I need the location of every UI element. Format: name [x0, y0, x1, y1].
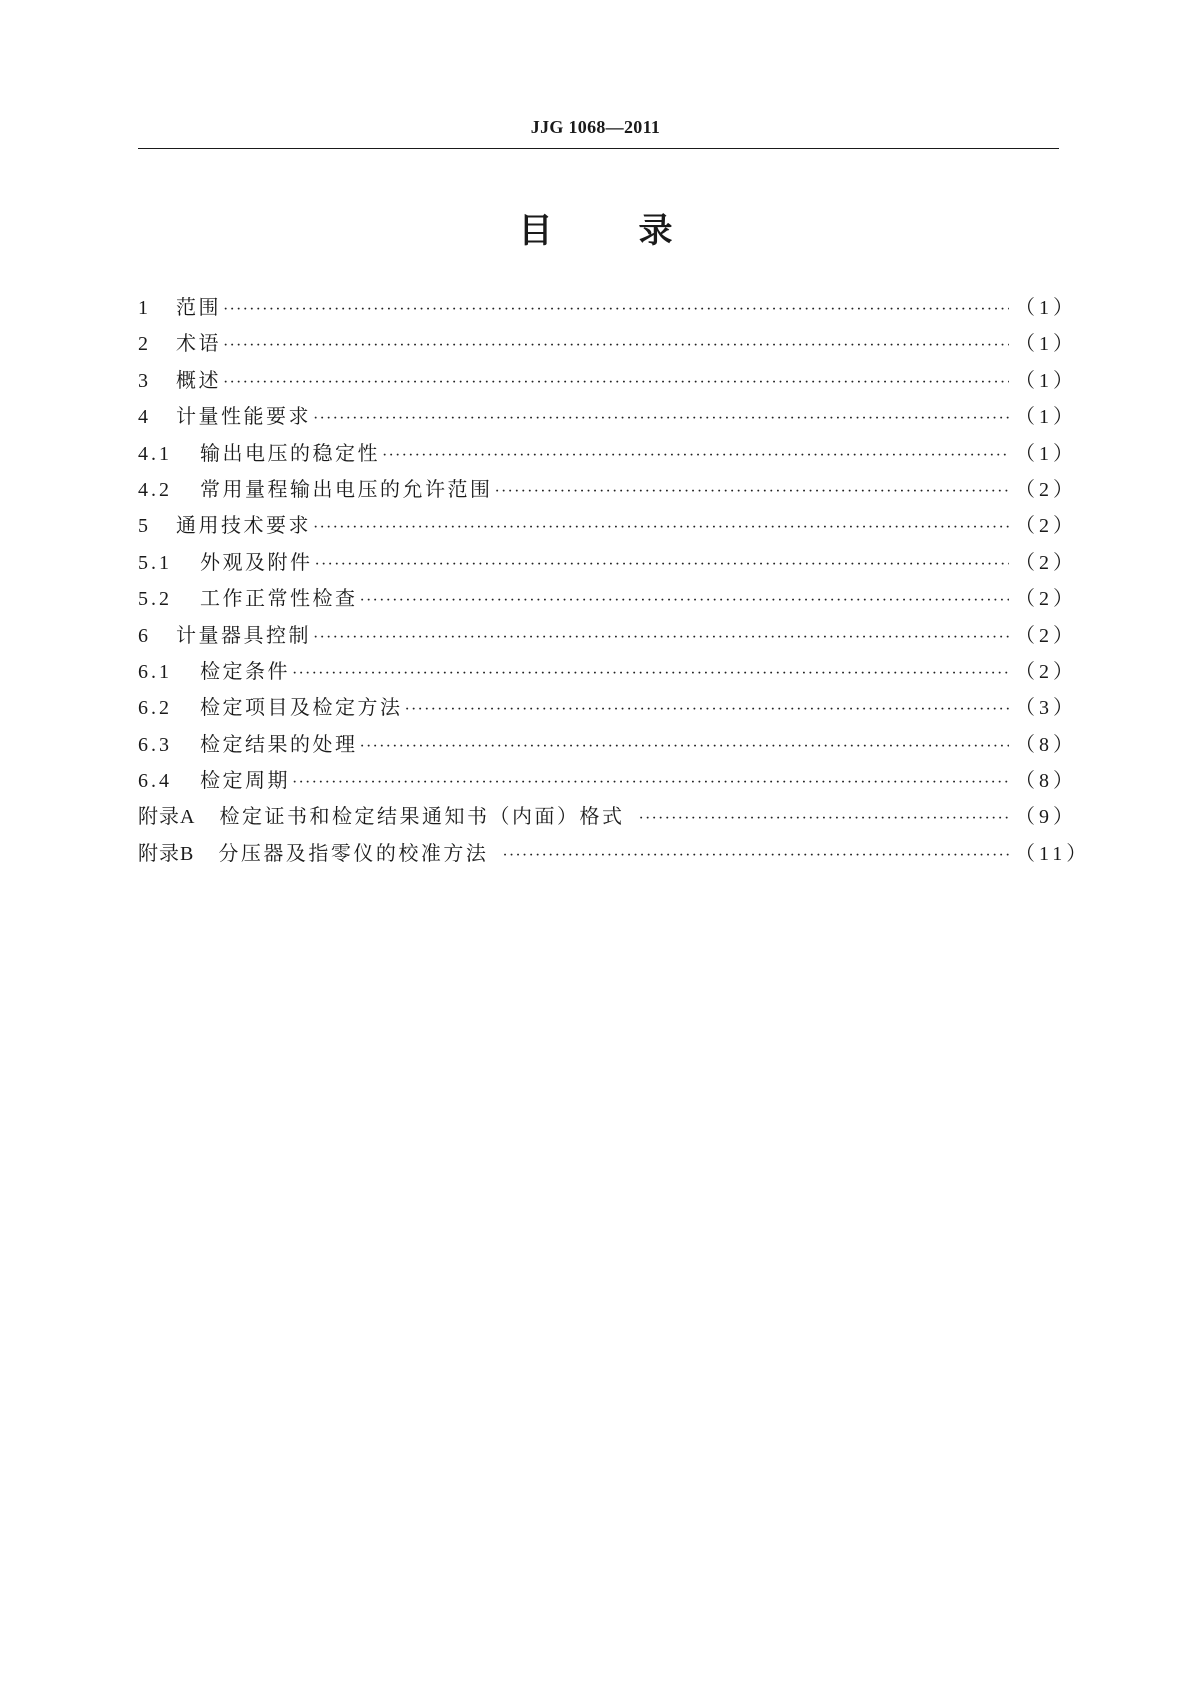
toc-entry-page: （8）: [1015, 770, 1077, 793]
toc-leader-dots: [502, 847, 1009, 865]
toc-leader-dots: [313, 410, 1009, 428]
toc-entry-number: 6: [138, 624, 151, 647]
toc-entry[interactable]: [138, 400, 1077, 436]
toc-entry-number: 5.1: [138, 551, 172, 574]
toc-entry-number: 2: [138, 333, 151, 356]
toc-entry-page: （3）: [1015, 697, 1077, 720]
toc-entry-title: 工作正常性检查: [200, 586, 358, 611]
toc-entry-title: 概述: [176, 367, 221, 392]
toc-leader-dots: [223, 301, 1009, 319]
toc-leader-dots: [405, 701, 1010, 719]
toc-entry-title: 计量性能要求: [176, 404, 311, 429]
toc-entry-page: （8）: [1015, 733, 1077, 756]
toc-leader-dots: [638, 810, 1009, 828]
toc-entry-number: 附录A: [138, 806, 196, 829]
toc-entry-number: 6.1: [138, 660, 172, 683]
toc-entry-appendix-a[interactable]: [138, 800, 1077, 836]
toc-entry-number: 3: [138, 369, 151, 392]
toc-entry-title: 检定证书和检定结果通知书（内面）格式: [219, 804, 625, 829]
toc-entry-title: 检定条件: [200, 658, 290, 683]
toc-leader-dots: [223, 374, 1009, 392]
toc-leader-dots: [315, 556, 1010, 574]
toc-entry[interactable]: [138, 437, 1077, 473]
toc-entry-page: （2）: [1015, 660, 1077, 683]
toc-entry-page: （2）: [1015, 515, 1077, 538]
toc-entry-title: 检定项目及检定方法: [200, 695, 403, 720]
toc-entry-page: （1）: [1015, 369, 1077, 392]
toc-entry-number: 5.2: [138, 588, 172, 611]
toc-entry[interactable]: [138, 655, 1077, 691]
toc-entry[interactable]: [138, 364, 1077, 400]
toc-entry[interactable]: [138, 327, 1077, 363]
toc-entry-page: （2）: [1015, 551, 1077, 574]
toc-leader-dots: [292, 774, 1009, 792]
toc-leader-dots: [313, 519, 1009, 537]
toc-entry-number: 6.3: [138, 733, 172, 756]
toc-entry-number: 4.1: [138, 442, 172, 465]
toc-entry-number: 4.2: [138, 478, 172, 501]
toc-entry-number: 1: [138, 297, 151, 319]
toc-entry-number: 6.2: [138, 697, 172, 720]
toc-leader-dots: [313, 629, 1009, 647]
toc-entry-page: （1）: [1015, 297, 1077, 319]
toc-entry-number: 5: [138, 515, 151, 538]
toc-entry[interactable]: [138, 691, 1077, 727]
toc-entry-title: 外观及附件: [200, 549, 313, 574]
toc-entry[interactable]: [138, 509, 1077, 545]
toc-leader-dots: [382, 447, 1009, 465]
toc-leader-dots: [223, 337, 1009, 355]
toc-entry-number: 6.4: [138, 770, 172, 793]
table-of-contents: [138, 291, 1091, 873]
toc-entry[interactable]: [138, 473, 1077, 509]
toc-entry-title: 常用量程输出电压的允许范围: [200, 476, 493, 501]
toc-entry-number: 4: [138, 406, 151, 429]
toc-entry-page: （2）: [1015, 588, 1077, 611]
document-code: JJG 1068—2011: [530, 117, 661, 137]
toc-entry-page: （1）: [1015, 406, 1077, 429]
toc-entry-title: 范围: [176, 295, 221, 319]
toc-entry-page: （1）: [1015, 442, 1077, 465]
toc-entry-number: 附录B: [138, 842, 195, 865]
toc-entry-title: 术语: [176, 331, 221, 356]
toc-entry-page: （2）: [1015, 624, 1077, 647]
toc-entry[interactable]: [138, 582, 1077, 618]
toc-entry-page: （2）: [1015, 478, 1077, 501]
toc-leader-dots: [360, 592, 1010, 610]
toc-leader-dots: [292, 665, 1009, 683]
toc-entry-title: 分压器及指零仪的校准方法: [218, 840, 489, 865]
toc-entry-title: 检定结果的处理: [200, 731, 358, 756]
toc-entry-title: 输出电压的稳定性: [200, 440, 380, 465]
toc-entry[interactable]: [138, 546, 1077, 582]
toc-leader-dots: [360, 738, 1010, 756]
toc-entry-title: 检定周期: [200, 768, 290, 793]
toc-entry[interactable]: [138, 764, 1077, 800]
toc-entry-page: （11）: [1015, 842, 1091, 865]
toc-entry-title: 计量器具控制: [176, 622, 311, 647]
toc-entry-page: （1）: [1015, 333, 1077, 356]
toc-entry[interactable]: [138, 619, 1077, 655]
toc-entry-page: （9）: [1015, 806, 1077, 829]
toc-leader-dots: [495, 483, 1010, 501]
toc-entry[interactable]: [138, 291, 1077, 327]
toc-entry[interactable]: [138, 728, 1077, 764]
toc-entry-appendix-b[interactable]: [138, 837, 1091, 873]
header-rule: [138, 148, 1059, 149]
page-title: 目录: [518, 211, 759, 251]
toc-entry-title: 通用技术要求: [176, 513, 311, 538]
